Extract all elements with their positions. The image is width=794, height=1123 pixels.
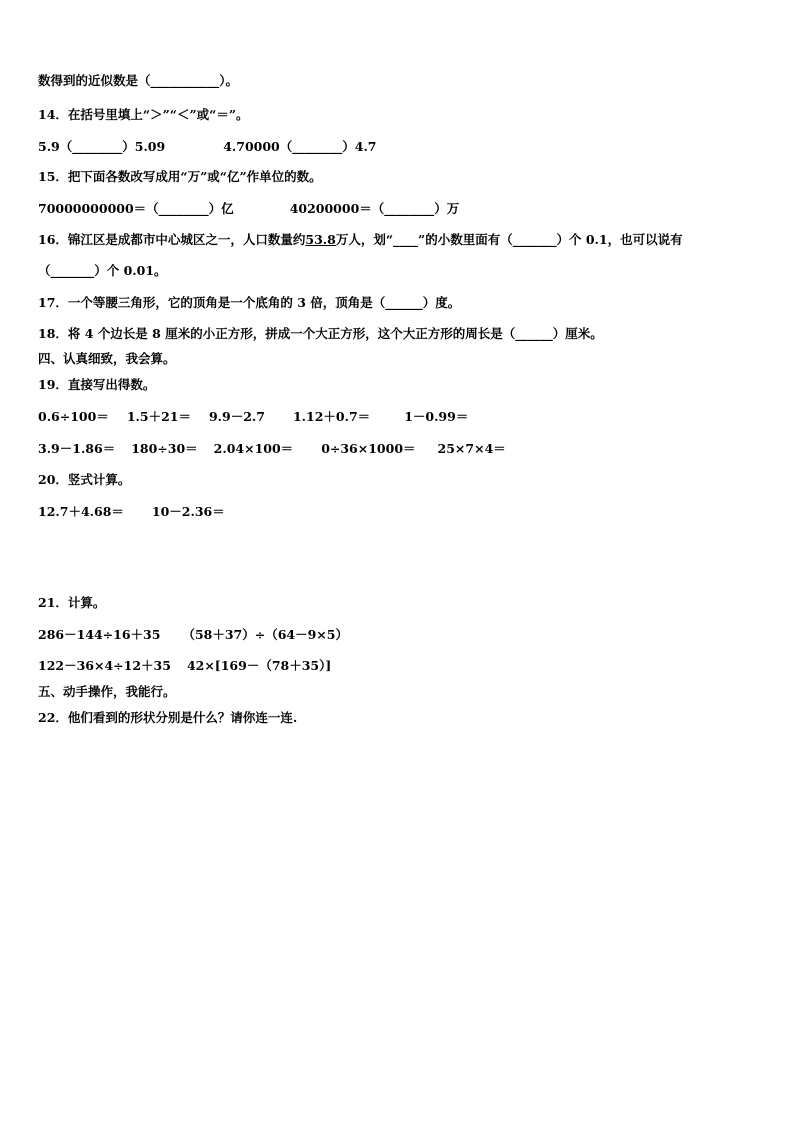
line-14-segment-1: 20．竖式计算。 bbox=[38, 472, 131, 487]
line-6-segment-2: 53.8 bbox=[305, 232, 336, 247]
text-line-2 bbox=[38, 107, 249, 123]
text-line-17 bbox=[38, 627, 348, 643]
text-line-18 bbox=[38, 658, 331, 674]
text-line-16 bbox=[38, 595, 105, 611]
line-12-segment-2: 1.5＋21＝ bbox=[126, 409, 191, 424]
line-6-segment-3: 万人，划“____”的小数里面有（_______）个 0.1，也可以说有 bbox=[335, 232, 683, 247]
line-13-segment-2: 180÷30＝ bbox=[131, 441, 198, 456]
text-line-3 bbox=[38, 139, 377, 155]
line-19-segment-1: 五、动手操作，我能行。 bbox=[38, 684, 176, 699]
text-line-11 bbox=[38, 377, 155, 393]
line-15-segment-2: 10－2.36＝ bbox=[151, 504, 225, 519]
text-line-1 bbox=[38, 73, 238, 89]
line-20-segment-1: 22．他们看到的形状分别是什么？请你连一连. bbox=[38, 710, 298, 725]
line-18-segment-2: 42×[169－（78＋35）] bbox=[186, 658, 332, 673]
line-17-segment-1: 286－144÷16＋35 bbox=[38, 627, 161, 642]
text-line-10 bbox=[38, 351, 176, 367]
text-line-12 bbox=[38, 409, 468, 425]
line-11-segment-1: 19．直接写出得数。 bbox=[38, 377, 156, 392]
text-line-20 bbox=[38, 710, 297, 726]
line-18-segment-1: 122－36×4÷12＋35 bbox=[38, 658, 171, 673]
line-2-segment-1: 14．在括号里填上“＞”“＜”或“＝”。 bbox=[38, 107, 249, 122]
line-16-segment-1: 21．计算。 bbox=[38, 595, 106, 610]
text-line-6 bbox=[38, 232, 683, 248]
line-7-segment-1: （_______）个 0.01。 bbox=[38, 263, 167, 278]
line-12-segment-4: 1.12＋0.7＝ bbox=[292, 409, 371, 424]
line-12-segment-1: 0.6÷100＝ bbox=[38, 409, 109, 424]
line-12-segment-3: 9.9－2.7 bbox=[208, 409, 265, 424]
line-17-segment-2: （58＋37）÷（64－9×5） bbox=[182, 627, 348, 642]
line-13-segment-4: 0÷36×1000＝ bbox=[321, 441, 416, 456]
line-5-segment-1: 70000000000＝（________）亿 bbox=[38, 201, 234, 216]
text-line-4 bbox=[38, 169, 322, 185]
line-13-segment-5: 25×7×4＝ bbox=[437, 441, 506, 456]
text-line-8 bbox=[38, 295, 460, 311]
text-line-19 bbox=[38, 684, 176, 700]
text-line-15 bbox=[38, 504, 225, 520]
line-13-segment-3: 2.04×100＝ bbox=[213, 441, 294, 456]
text-line-7 bbox=[38, 263, 167, 279]
text-line-13 bbox=[38, 441, 506, 457]
line-5-segment-2: 40200000＝（________）万 bbox=[289, 201, 460, 216]
line-8-segment-1: 17．一个等腰三角形，它的顶角是一个底角的 3 倍，顶角是（______）度。 bbox=[38, 295, 461, 310]
line-1-segment-1: 数得到的近似数是（___________）。 bbox=[38, 73, 239, 88]
line-10-segment-1: 四、认真细致，我会算。 bbox=[38, 351, 176, 366]
text-line-5 bbox=[38, 201, 459, 217]
line-15-segment-1: 12.7＋4.68＝ bbox=[38, 504, 124, 519]
line-3-segment-2: 4.70000（________）4.7 bbox=[223, 139, 377, 154]
line-12-segment-5: 1－0.99＝ bbox=[404, 409, 469, 424]
line-6-segment-1: 16．锦江区是成都市中心城区之一，人口数量约 bbox=[38, 232, 306, 247]
line-9-segment-1: 18．将 4 个边长是 8 厘米的小正方形，拼成一个大正方形，这个大正方形的周长是（______）厘米。 bbox=[38, 326, 603, 341]
text-line-9 bbox=[38, 326, 603, 342]
line-13-segment-1: 3.9－1.86＝ bbox=[38, 441, 116, 456]
line-4-segment-1: 15．把下面各数改写成用“万”或“亿”作单位的数。 bbox=[38, 169, 322, 184]
text-line-14 bbox=[38, 472, 130, 488]
line-3-segment-1: 5.9（________）5.09 bbox=[38, 139, 166, 154]
